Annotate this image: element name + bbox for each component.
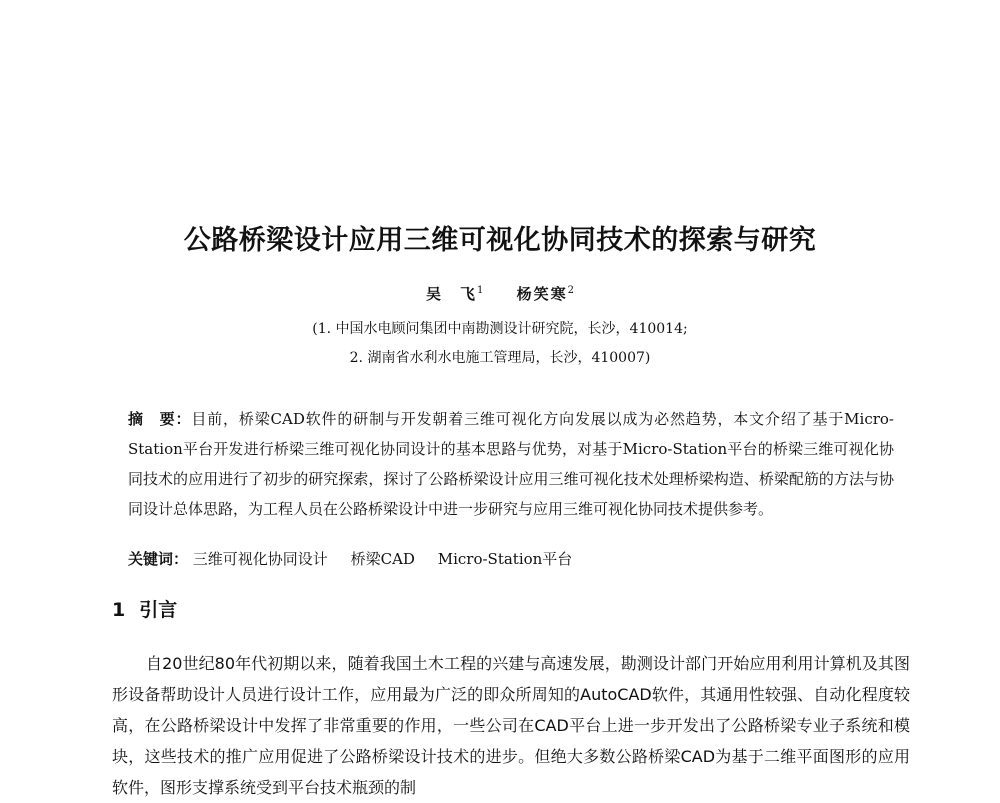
affiliation-1: (1. 中国水电顾问集团中南勘测设计研究院，长沙，410014; [312, 321, 688, 337]
section-heading [112, 595, 177, 622]
paper-title: 公路桥梁设计应用三维可视化协同技术的探索与研究 [183, 225, 817, 256]
section-title: 引言 [139, 599, 178, 621]
keyword: 三维可视化协同设计 [192, 550, 328, 568]
abstract [128, 404, 894, 524]
keyword: 桥梁CAD [350, 550, 415, 568]
keywords-label: 关键词： [128, 550, 189, 568]
abstract-text: 目前，桥梁CAD软件的研制与开发朝着三维可视化方向发展以成为必然趋势，本文介绍了基于Micro-Station平台开发进行桥梁三维可视化协同设计的基本思路与优势，对基于Micro-Station平台的桥梁三维可视化协同技术的应用进行了初步的研究探索，探讨了公路桥梁设计应用三维可视化技术处理桥梁构造、桥梁配筋的方法与协同设计总体思路，为工程人员在公路桥梁设计中进一步研究与应用三维可视化协同技术提供参考。 [128, 410, 894, 518]
author-name: 杨笑寒$^2$ [516, 285, 574, 303]
section-number: 1 [112, 599, 126, 621]
keyword: Micro-Station平台 [437, 550, 573, 568]
keywords [128, 548, 894, 569]
body-paragraph: 自20世纪80年代初期以来，随着我国土木工程的兴建与高速发展，勘测设计部门开始应用利用计算机及其图形设备帮助设计人员进行设计工作，应用最为广泛的即众所周知的AutoCAD软件，其通用性较强、自动化程度较高，在公路桥梁设计中发挥了非常重要的作用，一些公司在CAD平台上进一步开发出了公路桥梁专业子系统和模块，这些技术的推广应用促进了公路桥梁设计技术的进步。但绝大多数公路桥梁CAD为基于二维平面图形的应用软件，图形支撑系统受到平台技术瓶颈的制 [112, 654, 910, 797]
affiliation-2: 2. 湖南省水利水电施工管理局，长沙，410007) [349, 350, 651, 366]
author-line [0, 283, 1000, 304]
author-name: 吴 飞$^1$ [425, 285, 484, 303]
abstract-label: 摘 要： [128, 410, 192, 428]
